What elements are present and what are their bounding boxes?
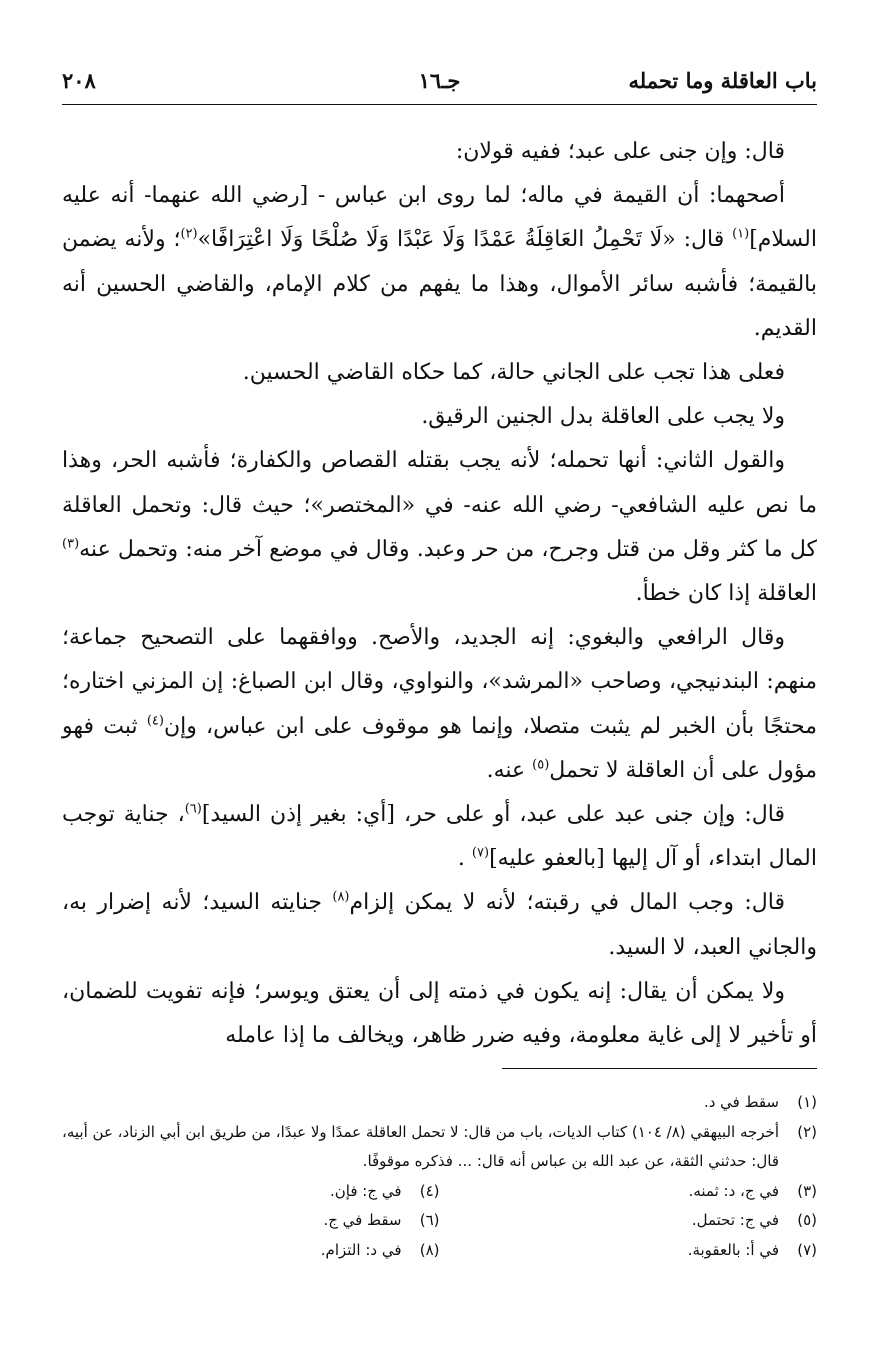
- footnote-number: (٧): [797, 1240, 817, 1259]
- paragraph: قال: وإن جنى عبد على عبد، أو على حر، [أي: بغير إذن السيد]$^{(٦)}$، جناية توجب المال ابتداء، أو آل إليها [بالعفو عليه]$^{(٧)}$ .: [62, 801, 817, 872]
- footnote-ref: (٦): [184, 801, 202, 817]
- paragraph: فعلى هذا تجب على الجاني حالة، كما حكاه القاضي الحسين.: [242, 360, 785, 386]
- header-rule: [62, 104, 817, 105]
- footnote: [62, 1206, 440, 1236]
- footnote-number: (٢): [797, 1122, 817, 1141]
- footnote-number: (٨): [419, 1240, 440, 1259]
- footnote-text: سقط في ج.: [323, 1211, 402, 1229]
- footnote: [62, 1118, 817, 1177]
- footnote-ref: (٧): [471, 845, 490, 861]
- footnote-ref: (٨): [332, 890, 350, 906]
- footnote-row: [62, 1206, 817, 1236]
- footnote-text: في ج: تحتمل.: [691, 1211, 779, 1229]
- footnote-text: في د: التزام.: [320, 1240, 402, 1259]
- main-text: [62, 130, 817, 1058]
- footnote: [62, 1236, 440, 1266]
- chapter-title: باب العاقلة وما تحمله: [628, 68, 817, 93]
- paragraph: وقال الرافعي والبغوي: إنه الجديد، والأصح. ووافقهما على التصحيح جماعة؛ منهم: البندنيجي، وصاحب «المرشد»، والنواوي، وقال ابن الصباغ: إن المزني اختاره؛ محتجًا بأن الخبر لم يثبت متصلا، وإنما هو موقوف على ابن عباس، وإن$^{(٤)}$ ثبت فهو مؤول على أن العاقلة لا تحمل$^{(٥)}$ عنه.: [62, 625, 817, 783]
- page-number: ٢٠٨: [62, 68, 96, 93]
- footnote: [440, 1206, 818, 1236]
- volume-number: جـ١٦: [418, 68, 461, 93]
- footnote-ref: (٥): [532, 757, 550, 773]
- paragraph: قال: وإن جنى على عبد؛ ففيه قولان:: [455, 139, 785, 164]
- paragraph: والقول الثاني: أنها تحمله؛ لأنه يجب بقتله القصاص والكفارة؛ فأشبه الحر، وهذا ما نص عليه الشافعي- رضي الله عنه- في «المختصر»؛ حيث قال: وتحمل العاقلة كل ما كثر وقل من قتل وجرح، من حر وعبد. وقال في موضع آخر منه: وتحمل عنه$^{(٣)}$ العاقلة إذا كان خطأ.: [62, 448, 817, 607]
- footnotes: [62, 1088, 817, 1265]
- footnote: [440, 1236, 818, 1266]
- footnote-text: أخرجه البيهقي (٨/ ١٠٤) كتاب الديات، باب من قال: لا تحمل العاقلة عمدًا ولا عبدًا، من طريق ابن أبي الزناد، عن أبيه، قال: حدثني الثقة، عن عبد الله بن عباس أنه قال: ... فذكره موقوفًا.: [62, 1122, 779, 1170]
- footnote: [440, 1177, 818, 1207]
- paragraph: أصحهما: أن القيمة في ماله؛ لما روى ابن عباس - [رضي الله عنهما- أنه عليه السلام]$^{(١)}$ قال: «لَا تَحْمِلُ العَاقِلَةُ عَمْدًا وَلَا عَبْدًا وَلَا صُلْحًا وَلَا اعْتِرَافًا»$^{(٢)}$؛ ولأنه يضمن بالقيمة؛ فأشبه سائر الأموال، وهذا ما يفهم من كلام الإمام، والقاضي الحسين أنه القديم.: [62, 183, 817, 341]
- footnote-text: في ج: فإن.: [330, 1181, 402, 1200]
- footnote: [62, 1177, 440, 1207]
- footnote-ref: (٣): [62, 536, 80, 552]
- footnote-number: (٤): [419, 1181, 440, 1200]
- footnote-number: (٦): [419, 1211, 440, 1229]
- paragraph: ولا يجب على العاقلة بدل الجنين الرقيق.: [421, 404, 785, 430]
- footnote-row: [62, 1177, 817, 1207]
- footnote-text: في ج، د: ثمنه.: [688, 1181, 779, 1200]
- footnote-rule: [502, 1068, 817, 1069]
- paragraph: قال: وجب المال في رقبته؛ لأنه لا يمكن إلزام$^{(٨)}$ جنايته السيد؛ لأنه إضرار به، والجاني العبد، لا السيد.: [62, 890, 817, 960]
- footnote-number: (٥): [797, 1211, 817, 1229]
- footnote-ref: (٤): [146, 713, 164, 729]
- footnote-number: (٣): [797, 1181, 817, 1200]
- footnote-text: سقط في د.: [703, 1093, 779, 1111]
- footnote-number: (١): [797, 1093, 817, 1111]
- footnote-ref: (٢): [180, 227, 198, 243]
- footnote-ref: (١): [732, 227, 750, 243]
- footnote-text: في أ: بالعقوبة.: [687, 1240, 779, 1259]
- paragraph: ولا يمكن أن يقال: إنه يكون في ذمته إلى أن يعتق ويوسر؛ فإنه تفويت للضمان، أو تأخير لا إلى غاية معلومة، وفيه ضرر ظاهر، ويخالف ما إذا عامله: [62, 978, 817, 1049]
- page-header: [62, 64, 817, 98]
- footnote-row: [62, 1236, 817, 1266]
- footnote: [62, 1088, 817, 1118]
